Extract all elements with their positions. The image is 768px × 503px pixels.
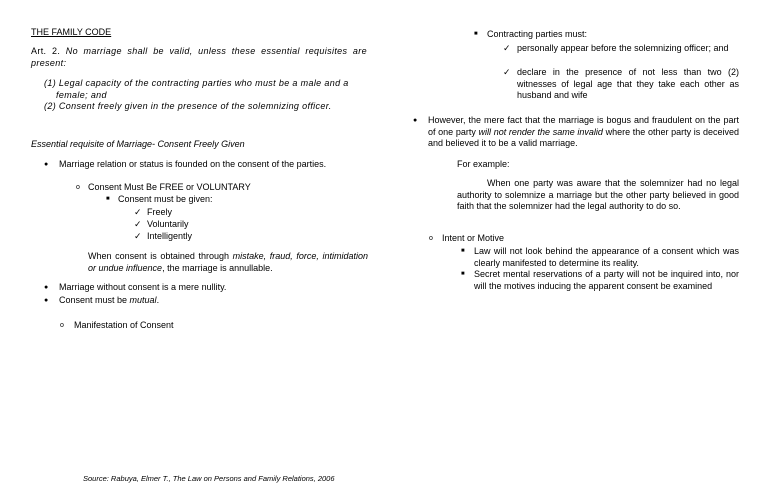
article-body: No marriage shall be valid, unless these essential requisites are present: — [31, 46, 367, 68]
requisite-1: (1) Legal capacity of the contracting parties who must be a male and a female; and — [44, 78, 349, 100]
consent-free-title: Consent Must Be FREE or VOLUNTARY — [88, 182, 251, 192]
annulment-causes: mistake, fraud, force, intimidation or undue influence — [88, 251, 368, 273]
however-text-start: However, the mere fact that the marriage is bogus and fraudulent on the part of one party — [428, 115, 739, 137]
intent-item-appearance: Law will not look behind the appearance of a consent which was clearly manifested to determine its reality. — [474, 246, 739, 268]
however-text-end: where the other party is deceived and believed it to be a valid marriage. — [428, 126, 739, 148]
check-icon: ✓ — [503, 67, 511, 77]
intent-item-reservations: Secret mental reservations of a party will not be inquired into, nor will the motives inducing the apparent consent be examined — [474, 269, 739, 291]
given-item-intelligently: Intelligently — [147, 231, 193, 241]
bullet-mere-nullity: Marriage without consent is a mere nullity. — [59, 282, 227, 292]
contracting-parties-title: Contracting parties must: — [487, 29, 588, 39]
check-icon: ✓ — [134, 231, 142, 241]
square-bullet-icon: ■ — [461, 248, 465, 254]
requisite-2: (2) Consent freely given in the presence of the solemnizing officer. — [44, 101, 332, 111]
annulment-text-end: , the marriage is annullable. — [162, 262, 273, 273]
must-item-appear: personally appear before the solemnizing officer; and — [517, 43, 729, 53]
given-item-voluntarily: Voluntarily — [147, 219, 189, 229]
mutual-text-start: Consent must be — [59, 295, 130, 305]
example-text: When one party was aware that the solemnizer had no legal authority to solemnize a marriage but the other party believed in good faith that the solemnizer had the legal authority to do so. — [457, 178, 739, 211]
section-title: Essential requisite of Marriage- Consent Freely Given — [31, 139, 245, 149]
given-item-freely: Freely — [147, 207, 173, 217]
article-2-text — [31, 46, 367, 69]
check-icon: ✓ — [503, 43, 511, 53]
check-icon: ✓ — [134, 207, 142, 217]
however-paragraph — [428, 115, 739, 150]
intent-motive-title: Intent or Motive — [442, 233, 505, 243]
square-bullet-icon: ■ — [474, 31, 478, 37]
mutual-word: mutual — [129, 295, 157, 305]
bullet-consent-mutual — [59, 295, 159, 307]
check-icon: ✓ — [134, 219, 142, 229]
bullet-icon: ● — [44, 284, 49, 291]
bullet-icon: ● — [413, 117, 418, 124]
bullet-icon: ● — [44, 161, 49, 168]
manifestation-of-consent: Manifestation of Consent — [74, 320, 174, 330]
however-emphasis: will not render the same invalid — [478, 126, 603, 137]
bullet-icon: ● — [44, 297, 49, 304]
square-bullet-icon: ■ — [106, 196, 110, 202]
article-number: Art. 2. — [31, 46, 66, 56]
must-item-declare: declare in the presence of not less than two (2) witnesses of legal age that they take each other as husband and wife — [517, 67, 739, 100]
consent-given-title: Consent must be given: — [118, 194, 213, 204]
circle-bullet-icon: o — [76, 184, 80, 191]
circle-bullet-icon: o — [60, 322, 64, 329]
circle-bullet-icon: o — [429, 235, 433, 242]
example-label: For example: — [457, 159, 510, 169]
mutual-text-end: . — [156, 295, 160, 305]
bullet-consent-founded: Marriage relation or status is founded on the consent of the parties. — [59, 159, 327, 169]
annulment-text-start: When consent is obtained through — [88, 251, 233, 261]
document-heading: THE FAMILY CODE — [31, 27, 112, 37]
annulment-paragraph — [88, 251, 368, 274]
square-bullet-icon: ■ — [461, 271, 465, 277]
source-citation: Source: Rabuya, Elmer T., The Law on Persons and Family Relations, 2006 — [83, 474, 335, 483]
